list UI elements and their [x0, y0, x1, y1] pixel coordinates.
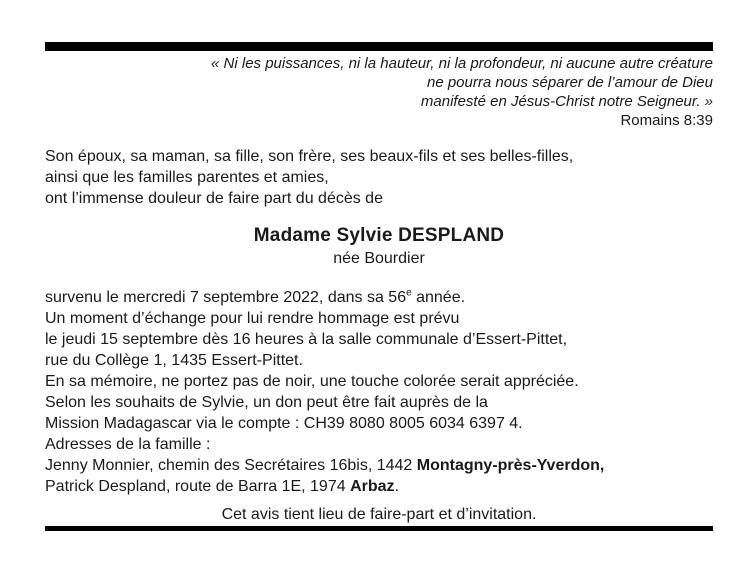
deceased-name: Madame Sylvie DESPLAND	[253, 225, 505, 246]
quote-reference: Romains 8:39	[620, 112, 713, 129]
bottom-divider-bar	[45, 526, 713, 531]
detail-line-dress-code: En sa mémoire, ne portez pas de noir, une touche colorée serait appréciée.	[45, 373, 579, 390]
detail-text: .	[394, 478, 399, 495]
address-city-bold: Arbaz	[350, 478, 395, 495]
closing-note: Cet avis tient lieu de faire-part et d’invitation.	[221, 506, 537, 523]
detail-line-ceremony-address: rue du Collège 1, 1435 Essert-Pittet.	[45, 352, 303, 369]
scripture-quote	[45, 54, 713, 130]
funeral-details	[45, 287, 713, 497]
intro-line: ainsi que les familles parentes et amies,	[45, 169, 329, 186]
detail-line-family-addresses-label: Adresses de la famille :	[45, 436, 211, 453]
deceased-name-block	[45, 224, 713, 269]
detail-line-ceremony: Un moment d’échange pour lui rendre hommage est prévu	[45, 310, 460, 327]
quote-line: « Ni les puissances, ni la hauteur, ni la profondeur, ni aucune autre créature	[211, 55, 713, 72]
detail-text: année.	[411, 289, 466, 306]
detail-line-family-address-1	[45, 455, 713, 476]
detail-line-donation: Selon les souhaits de Sylvie, un don peut être fait auprès de la	[45, 394, 488, 411]
detail-text: survenu le mercredi 7 septembre 2022, dans sa 56	[45, 289, 407, 306]
detail-text: Patrick Despland, route de Barra 1E, 1974	[45, 478, 351, 495]
announcement-intro	[45, 146, 713, 209]
address-city-bold: Montagny-près-Yverdon,	[416, 457, 605, 474]
detail-line-death-date	[45, 287, 713, 308]
intro-line: ont l’immense douleur de faire part du décès de	[45, 190, 383, 207]
ordinal-superscript: e	[406, 287, 412, 299]
deceased-maiden-name: née Bourdier	[333, 250, 425, 267]
top-divider-bar	[45, 42, 713, 51]
detail-line-ceremony-date: le jeudi 15 septembre dès 16 heures à la salle communale d’Essert-Pittet,	[45, 331, 568, 348]
quote-line: manifesté en Jésus-Christ notre Seigneur. »	[420, 93, 713, 110]
detail-line-donation-account: Mission Madagascar via le compte : CH39 8080 8005 6034 6397 4.	[45, 415, 523, 432]
quote-line: ne pourra nous séparer de l’amour de Dieu	[426, 74, 713, 91]
detail-line-family-address-2	[45, 476, 713, 497]
detail-text: Jenny Monnier, chemin des Secrétaires 16bis, 1442	[45, 457, 417, 474]
intro-line: Son époux, sa maman, sa fille, son frère, ses beaux-fils et ses belles-filles,	[45, 148, 574, 165]
